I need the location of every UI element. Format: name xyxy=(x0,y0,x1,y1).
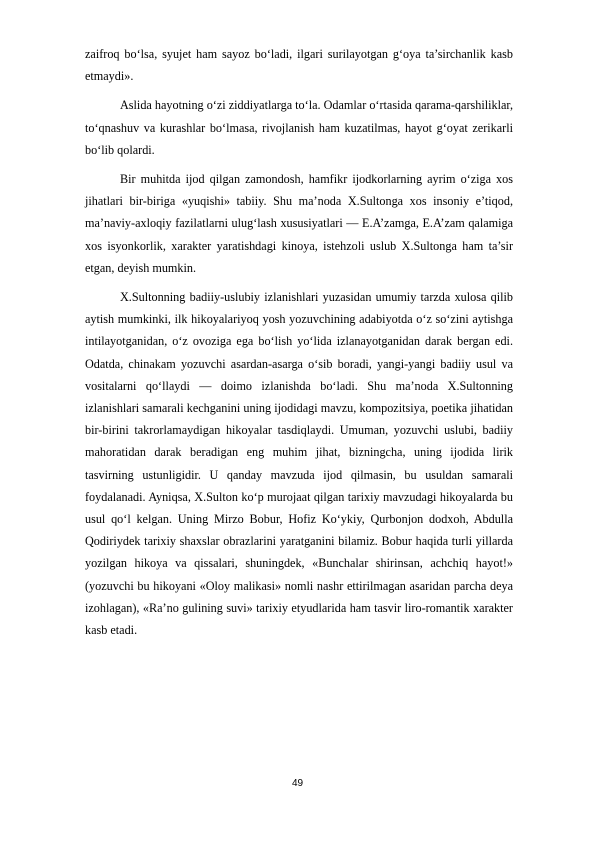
paragraph: Bir muhitda ijod qilgan zamondosh, hamfikr ijodkorlarning ayrim o‘ziga xos jihatlari bir-biriga «yuqishi» tabiiy. Shu ma’noda X.Sultonga xos insoniy e’tiqod, ma’naviy-axloqiy fazilatlarni ulug‘lash xususiyatlari — E.A’zamga, E.A’zam qalamiga xos isyonkorlik, xarakter yaratishdagi kinoya, istehzoli uslub X.Sultonga ham ta’sir etgan, deyish mumkin. xyxy=(85,172,513,275)
page-number: 49 xyxy=(291,778,304,789)
paragraph: X.Sultonning badiiy-uslubiy izlanishlari yuzasidan umumiy tarzda xulosa qilib aytish mumkinki, ilk hikoyalariyoq yosh yozuvchining adabiyotda o‘z so‘zini aytishga intilayotganidan, o‘z ovoziga ega bo‘lish yo‘lida izlanayotganidan darak bergan edi. Odatda, chinakam yozuvchi asardan-asarga o‘sib boradi, yangi-yangi badiiy usul va vositalarni qo‘llaydi — doimo izlanishda bo‘ladi. Shu ma’noda X.Sultonning izlanishlari samarali kechganini uning ijodidagi mavzu, kompozitsiya, poetika jihatidan bir-birini takrorlamaydigan hikoyalar tasdiqlaydi. Umuman, yozuvchi uslubi, badiiy mahoratidan darak beradigan eng muhim jihat, bizningcha, uning ijodida lirik tasvirning ustunligidir. U qanday mavzuda ijod qilmasin, bu usuldan samarali foydalanadi. Ayniqsa, X.Sulton ko‘p murojaat qilgan tarixiy mavzudagi hikoyalarda bu usul qo‘l kelgan. Uning Mirzo Bobur, Hofiz Ko‘ykiy, Qurbonjon dodxoh, Abdulla Qodiriydek tarixiy shaxslar obrazlarini yaratganini bilamiz. Bobur haqida turli yillarda yozilgan hikoya va qissalari, shuningdek, «Bunchalar shirinsan, achchiq hayot!» (yozuvchi bu hikoyani «Oloy malikasi» nomli nashr ettirilmagan asaridan parcha deya izohlagan), «Ra’no gulining suvi» tarixiy etyudlarida ham tasvir liro-romantik xarakter kasb etadi. xyxy=(85,290,513,638)
paragraph: Aslida hayotning o‘zi ziddiyatlarga to‘la. Odamlar o‘rtasida qarama-qarshiliklar, to‘qnashuv va kurashlar bo‘lmasa, rivojlanish ham kuzatilmas, hayot g‘oyat zerikarli bo‘lib qolardi. xyxy=(85,98,513,157)
body-text xyxy=(85,43,513,648)
paragraph-continuation: zaifroq bo‘lsa, syujet ham sayoz bo‘ladi, ilgari surilayotgan g‘oya ta’sirchanlik kasb etmaydi». xyxy=(85,47,513,84)
